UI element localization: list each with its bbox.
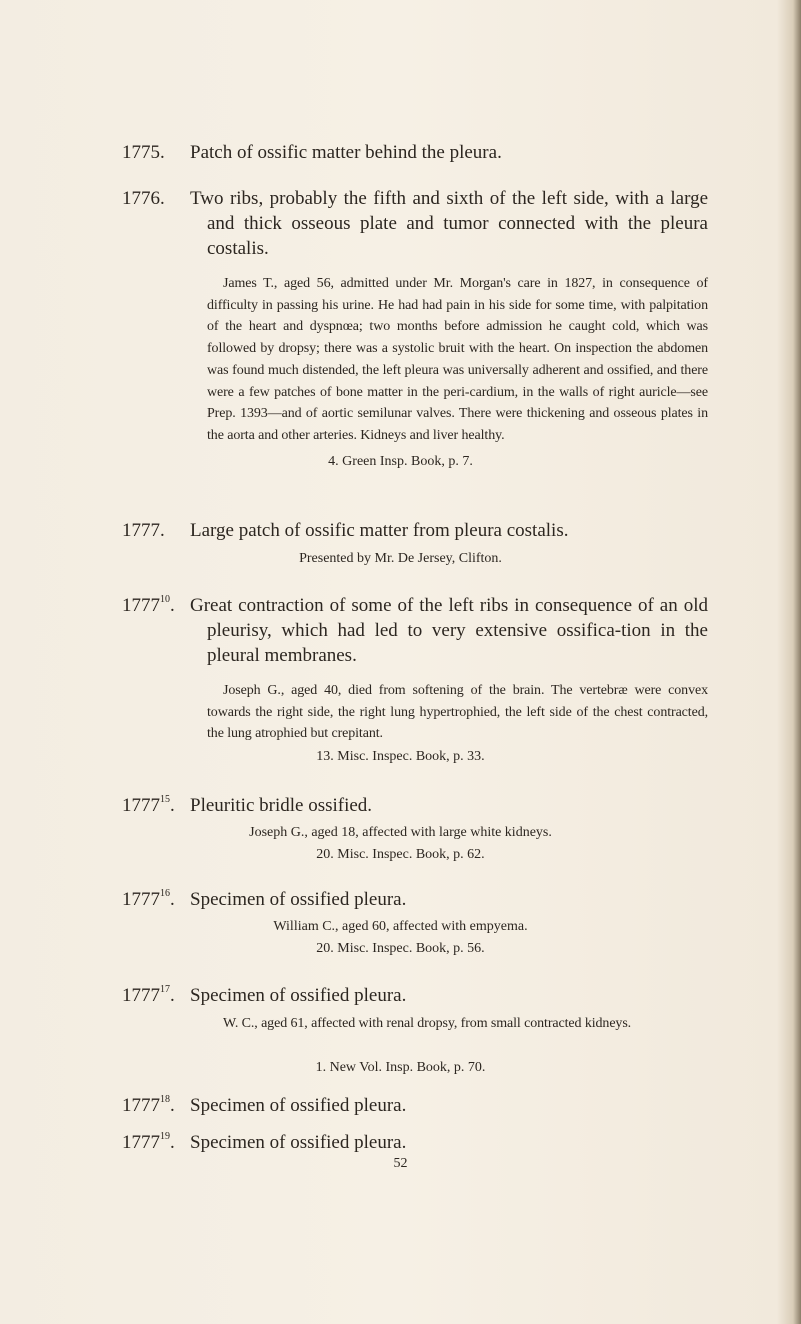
entry-number: 1776.: [122, 188, 165, 209]
entry-number: 1777$^{19}$.: [122, 1131, 175, 1153]
entry-title: Two ribs, probably the fifth and sixth of the left side, with a large and thick osseous plate and tumor connected with the pleura costalis.: [190, 188, 708, 259]
case-description: James T., aged 56, admitted under Mr. Morgan's care in 1827, in consequence of difficulty in passing his urine. He had had pain in his side for some time, with palpitation of the heart and dyspnœa; two months before admission he caught cold, which was followed by dropsy; there was a systolic bruit with the heart. On inspection the abdomen was found much distended, the left pleura was universally adherent and ossified, and there were a few patches of bone matter in the peri-cardium, in the walls of right auricle—see Prep. 1393—and of aortic semilunar valves. There were thickening and osseous plates in the aorta and other arteries. Kidneys and liver healthy.: [207, 276, 708, 443]
entry-number: 1777$^{15}$.: [122, 794, 175, 816]
reference: 1. New Vol. Insp. Book, p. 70.: [315, 1060, 486, 1075]
presenter-credit: Presented by Mr. De Jersey, Clifton.: [299, 551, 502, 566]
entry-number: 1777$^{16}$.: [122, 888, 175, 910]
case-description: William C., aged 60, affected with empyema.: [273, 919, 528, 934]
entry-number: 1775.: [122, 142, 165, 163]
reference: 20. Misc. Inspec. Book, p. 62.: [316, 847, 485, 862]
entry-title: Specimen of ossified pleura.: [190, 1132, 407, 1153]
entry-number: 1777$^{17}$.: [122, 984, 175, 1006]
reference: 13. Misc. Inspec. Book, p. 33.: [316, 749, 485, 764]
entry-title: Large patch of ossific matter from pleura costalis.: [190, 520, 569, 541]
entry-title: Specimen of ossified pleura.: [190, 985, 407, 1006]
entry-number: 1777$^{18}$.: [122, 1094, 175, 1116]
entry-number: 1777$^{10}$.: [122, 594, 175, 616]
page-number: 52: [393, 1156, 408, 1171]
entry-number: 1777.: [122, 520, 165, 541]
entry-title: Patch of ossific matter behind the pleura.: [190, 142, 502, 163]
entry-title: Specimen of ossified pleura.: [190, 1095, 407, 1116]
case-description: Joseph G., aged 40, died from softening of the brain. The vertebræ were convex towards the right side, the right lung hypertrophied, the left side of the chest contracted, the lung atrophied but crepitant.: [207, 683, 708, 742]
case-description: Joseph G., aged 18, affected with large white kidneys.: [249, 825, 552, 840]
entry-title: Pleuritic bridle ossified.: [190, 795, 373, 816]
entry-title: Great contraction of some of the left ribs in consequence of an old pleurisy, which had led to very extensive ossifica-tion in the pleural membranes.: [190, 595, 708, 666]
case-description: W. C., aged 61, affected with renal dropsy, from small contracted kidneys.: [223, 1016, 632, 1031]
entry-title: Specimen of ossified pleura.: [190, 889, 407, 910]
reference: 4. Green Insp. Book, p. 7.: [328, 454, 473, 469]
reference: 20. Misc. Inspec. Book, p. 56.: [316, 941, 485, 956]
